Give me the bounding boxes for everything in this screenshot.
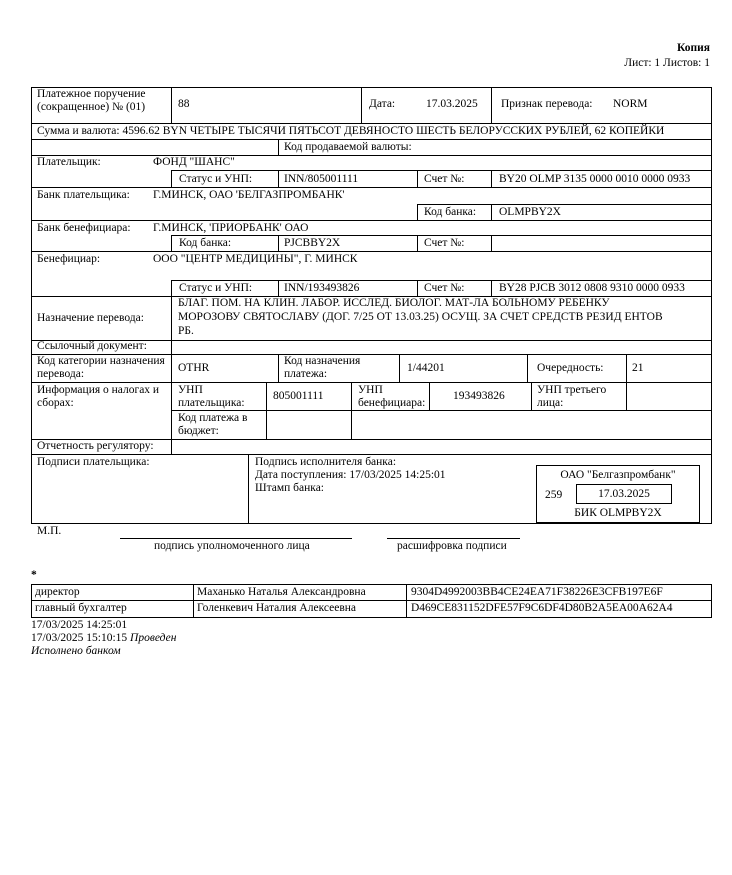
sheet-count: Лист: 1 Листов: 1 bbox=[624, 57, 710, 69]
benef-unp-label: УНП бенефициара: bbox=[358, 384, 426, 409]
stamp-date: 17.03.2025 bbox=[598, 488, 650, 500]
order-title: Платежное поручение (сокращенное) № (01) bbox=[37, 88, 146, 113]
seal-place: М.П. bbox=[37, 525, 62, 537]
benef-account: BY28 PJCB 3012 0808 9310 0000 0933 bbox=[499, 282, 685, 294]
payer-account-label: Счет №: bbox=[424, 173, 465, 185]
payer-bank-code-label: Код банка: bbox=[424, 206, 477, 218]
third-party-unp-label: УНП третьего лица: bbox=[537, 384, 607, 409]
asterisk: * bbox=[31, 569, 37, 581]
payer-unp-label: УНП плательщика: bbox=[178, 384, 245, 409]
category-code: OTHR bbox=[178, 362, 210, 374]
log-line-2 bbox=[31, 632, 176, 645]
signer-role: директор bbox=[35, 586, 80, 598]
payer-bank-name: Г.МИНСК, ОАО 'БЕЛГАЗПРОМБАНК' bbox=[153, 189, 345, 201]
transfer-sign-label: Признак перевода: bbox=[501, 98, 593, 110]
payer-account: BY20 OLMP 3135 0000 0010 0000 0933 bbox=[499, 173, 691, 185]
stamp-bank-name: ОАО "Белгазпромбанк" bbox=[560, 469, 676, 481]
signer-role: главный бухгалтер bbox=[35, 602, 127, 614]
signer-name: Маханько Наталья Александровна bbox=[197, 586, 366, 598]
purpose-code-label: Код назначения платежа: bbox=[284, 355, 361, 380]
payer-status: INN/805001111 bbox=[284, 173, 359, 185]
order-number: 88 bbox=[178, 98, 190, 110]
purpose-code: 1/44201 bbox=[407, 362, 445, 374]
tax-info-label: Информация о налогах и сборах: bbox=[37, 384, 160, 409]
log-status-executed: Исполнено банком bbox=[31, 645, 121, 657]
bank-stamp-label: Штамп банка: bbox=[255, 482, 324, 494]
benef-bank-name: Г.МИНСК, 'ПРИОРБАНК' ОАО bbox=[153, 222, 309, 234]
copy-label: Копия bbox=[677, 42, 710, 54]
payer-bank-label: Банк плательщика: bbox=[37, 189, 130, 201]
log-time-2: 17/03/2025 15:10:15 bbox=[31, 632, 128, 644]
decode-sign-caption: расшифровка подписи bbox=[397, 540, 507, 552]
purpose-line-2: МОРОЗОВУ СВЯТОСЛАВУ (ДОГ. 7/25 ОТ 13.03.25) ОСУЩ. ЗА СЧЕТ СРЕДСТВ РЕЗИД ЕНТОВ bbox=[178, 311, 663, 323]
decode-sign-line bbox=[387, 538, 520, 539]
received-date: Дата поступления: 17/03/2025 14:25:01 bbox=[255, 469, 446, 481]
payer-label: Плательщик: bbox=[37, 156, 101, 168]
stamp-number: 259 bbox=[545, 489, 563, 501]
payer-signatures-label: Подписи плательщика: bbox=[37, 456, 150, 468]
priority-value: 21 bbox=[632, 362, 644, 374]
benef-status-label: Статус и УНП: bbox=[179, 282, 253, 294]
order-date-label: Дата: bbox=[369, 98, 396, 110]
budget-code-label: Код платежа в бюджет: bbox=[178, 412, 248, 437]
payer-bank-code: OLMPBY2X bbox=[499, 206, 561, 218]
payer-status-label: Статус и УНП: bbox=[179, 173, 253, 185]
stamp-bik: БИК OLMPBY2X bbox=[574, 507, 662, 519]
beneficiary-label: Бенефициар: bbox=[37, 253, 101, 265]
benef-unp: 193493826 bbox=[453, 390, 505, 402]
auth-sign-line bbox=[120, 538, 352, 539]
category-code-label: Код категории назначения перевода: bbox=[37, 355, 165, 380]
signer-name: Голенкевич Наталия Алексеевна bbox=[197, 602, 357, 614]
log-time-1: 17/03/2025 14:25:01 bbox=[31, 619, 128, 631]
purpose-label: Назначение перевода: bbox=[37, 312, 144, 324]
ref-doc-label: Ссылочный документ: bbox=[37, 340, 147, 352]
purpose-line-3: РБ. bbox=[178, 325, 194, 337]
regulator-label: Отчетность регулятору: bbox=[37, 440, 154, 452]
transfer-sign-value: NORM bbox=[613, 98, 648, 110]
bank-signature-label: Подпись исполнителя банка: bbox=[255, 456, 397, 468]
benef-account-label: Счет №: bbox=[424, 282, 465, 294]
payer-unp: 805001111 bbox=[273, 390, 324, 402]
signer-hash: 9304D4992003BB4CE24EA71F38226E3CFB197E6F bbox=[411, 586, 663, 598]
log-status-posted: Проведен bbox=[130, 632, 177, 644]
purpose-line-1: БЛАГ. ПОМ. НА КЛИН. ЛАБОР. ИССЛЕД. БИОЛОГ. МАТ-ЛА БОЛЬНОМУ РЕБЕНКУ bbox=[178, 297, 610, 309]
priority-label: Очередность: bbox=[537, 362, 604, 374]
payer-name: ФОНД "ШАНС" bbox=[153, 156, 235, 168]
benef-bank-account-label: Счет №: bbox=[424, 237, 465, 249]
benef-bank-code: PJCBBY2X bbox=[284, 237, 341, 249]
benef-bank-label: Банк бенефициара: bbox=[37, 222, 131, 234]
signer-hash: D469CE831152DFE57F9C6DF4D80B2A5EA00A62A4 bbox=[411, 602, 673, 614]
beneficiary-name: ООО "ЦЕНТР МЕДИЦИНЫ", Г. МИНСК bbox=[153, 253, 358, 265]
benef-status: INN/193493826 bbox=[284, 282, 360, 294]
benef-bank-code-label: Код банка: bbox=[179, 237, 232, 249]
auth-sign-caption: подпись уполномоченного лица bbox=[154, 540, 310, 552]
sold-currency-label: Код продаваемой валюты: bbox=[284, 141, 412, 153]
amount-and-currency: Сумма и валюта: 4596.62 BYN ЧЕТЫРЕ ТЫСЯЧИ ПЯТЬСОТ ДЕВЯНОСТО ШЕСТЬ БЕЛОРУССКИХ РУБЛЕЙ, 62 КОПЕЙКИ bbox=[37, 125, 665, 137]
order-date: 17.03.2025 bbox=[426, 98, 478, 110]
